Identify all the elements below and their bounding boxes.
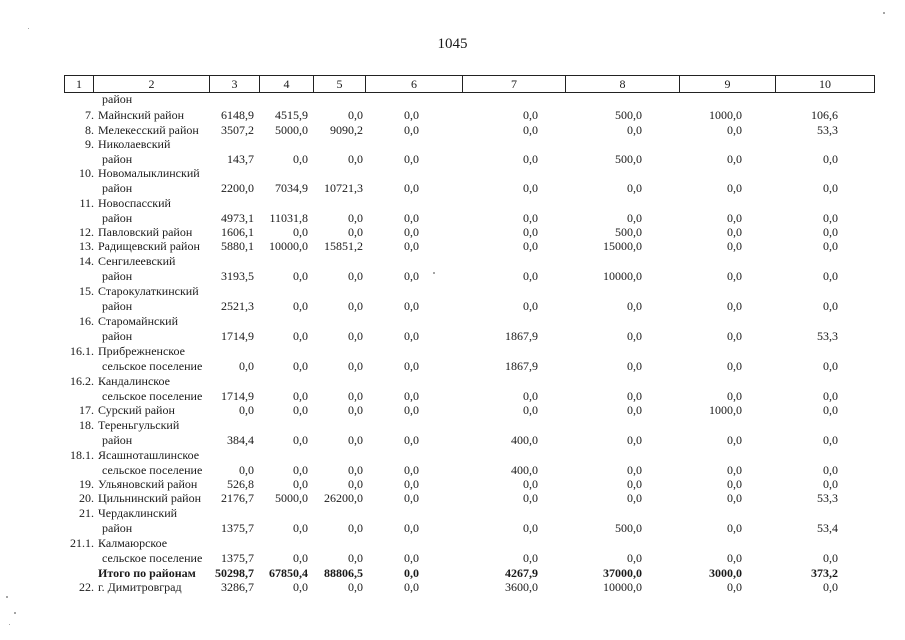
row-name: г. Димитровград bbox=[98, 580, 182, 594]
cell-col-5: 9090,2 bbox=[330, 123, 363, 137]
cell-col-10: 0,0 bbox=[823, 211, 838, 225]
row-name: Тереньгульский bbox=[98, 418, 180, 432]
cell-col-9: 1000,0 bbox=[709, 108, 742, 122]
row-number: 17. bbox=[79, 403, 94, 417]
cell-col-9: 0,0 bbox=[727, 211, 742, 225]
cell-col-9: 0,0 bbox=[727, 433, 742, 447]
cell-col-7: 0,0 bbox=[523, 181, 538, 195]
cell-col-4: 0,0 bbox=[293, 551, 308, 565]
column-header-6: 6 bbox=[366, 76, 463, 92]
cell-col-10: 106,6 bbox=[811, 108, 838, 122]
cell-col-6: 0,0 bbox=[404, 181, 419, 195]
page-number: 1045 bbox=[437, 36, 468, 52]
row-name: Цильнинский район bbox=[98, 491, 201, 505]
cell-col-6: 0,0 bbox=[404, 477, 419, 491]
cell-col-7: 1867,9 bbox=[505, 329, 538, 343]
cell-col-4: 0,0 bbox=[293, 433, 308, 447]
table-row bbox=[64, 299, 875, 313]
table-row bbox=[64, 123, 875, 137]
cell-col-8: 0,0 bbox=[627, 181, 642, 195]
table-row bbox=[64, 448, 875, 462]
cell-col-6: 0,0 bbox=[404, 108, 419, 122]
cell-col-3: 143,7 bbox=[227, 152, 254, 166]
cell-col-7: 400,0 bbox=[511, 463, 538, 477]
cell-col-3: 1375,7 bbox=[221, 521, 254, 535]
cell-col-3: 50298,7 bbox=[215, 566, 254, 580]
cell-col-10: 53,3 bbox=[817, 491, 838, 505]
row-name: район bbox=[102, 181, 133, 195]
table-row bbox=[64, 92, 875, 106]
cell-col-7: 0,0 bbox=[523, 477, 538, 491]
table-row bbox=[64, 329, 875, 343]
row-number: 20. bbox=[79, 491, 94, 505]
row-name: Майнский район bbox=[98, 108, 185, 122]
cell-col-3: 1606,1 bbox=[221, 225, 254, 239]
cell-col-9: 1000,0 bbox=[709, 403, 742, 417]
column-header-4: 4 bbox=[260, 76, 314, 92]
cell-col-8: 0,0 bbox=[627, 359, 642, 373]
row-name: сельское поселение bbox=[102, 359, 203, 373]
cell-col-10: 0,0 bbox=[823, 359, 838, 373]
table-row bbox=[64, 521, 875, 535]
cell-col-10: 0,0 bbox=[823, 403, 838, 417]
cell-col-6: 0,0 bbox=[404, 580, 419, 594]
table-row bbox=[64, 225, 875, 239]
cell-col-5: 0,0 bbox=[348, 433, 363, 447]
scan-speck bbox=[883, 12, 885, 14]
column-header-2: 2 bbox=[94, 76, 210, 92]
row-name: Ясашноташлинское bbox=[98, 448, 200, 462]
table-row bbox=[64, 536, 875, 550]
cell-col-5: 0,0 bbox=[348, 389, 363, 403]
cell-col-4: 0,0 bbox=[293, 580, 308, 594]
cell-col-4: 0,0 bbox=[293, 329, 308, 343]
cell-col-4: 0,0 bbox=[293, 521, 308, 535]
cell-col-10: 53,3 bbox=[817, 123, 838, 137]
cell-col-3: 1714,9 bbox=[221, 329, 254, 343]
cell-col-3: 4973,1 bbox=[221, 211, 254, 225]
cell-col-5: 0,0 bbox=[348, 551, 363, 565]
cell-col-9: 0,0 bbox=[727, 225, 742, 239]
cell-col-8: 0,0 bbox=[627, 299, 642, 313]
row-name: район bbox=[102, 521, 133, 535]
cell-col-7: 0,0 bbox=[523, 211, 538, 225]
cell-col-9: 0,0 bbox=[727, 551, 742, 565]
cell-col-7: 0,0 bbox=[523, 491, 538, 505]
cell-col-9: 0,0 bbox=[727, 269, 742, 283]
row-name: Сенгилеевский bbox=[98, 254, 176, 268]
row-number: 10. bbox=[79, 166, 94, 180]
cell-col-6: 0,0 bbox=[404, 433, 419, 447]
cell-col-8: 0,0 bbox=[627, 389, 642, 403]
table-row bbox=[64, 359, 875, 373]
cell-col-8: 10000,0 bbox=[603, 269, 642, 283]
cell-col-9: 0,0 bbox=[727, 580, 742, 594]
cell-col-6: 0,0 bbox=[404, 123, 419, 137]
table-row bbox=[64, 389, 875, 403]
cell-col-9: 0,0 bbox=[727, 389, 742, 403]
table-row bbox=[64, 314, 875, 328]
column-header-5: 5 bbox=[314, 76, 366, 92]
cell-col-6: 0,0 bbox=[404, 329, 419, 343]
row-name: Николаевский bbox=[98, 137, 171, 151]
cell-col-8: 0,0 bbox=[627, 329, 642, 343]
cell-col-9: 0,0 bbox=[727, 359, 742, 373]
cell-col-4: 0,0 bbox=[293, 225, 308, 239]
cell-col-5: 0,0 bbox=[348, 108, 363, 122]
table-row bbox=[64, 551, 875, 565]
cell-col-4: 7034,9 bbox=[275, 181, 308, 195]
cell-col-5: 0,0 bbox=[348, 477, 363, 491]
cell-col-8: 0,0 bbox=[627, 477, 642, 491]
row-name: район bbox=[102, 92, 133, 106]
cell-col-5: 0,0 bbox=[348, 211, 363, 225]
cell-col-5: 0,0 bbox=[348, 463, 363, 477]
cell-col-9: 0,0 bbox=[727, 521, 742, 535]
table-row bbox=[64, 374, 875, 388]
cell-col-3: 3286,7 bbox=[221, 580, 254, 594]
row-name: район bbox=[102, 433, 133, 447]
cell-col-8: 0,0 bbox=[627, 433, 642, 447]
cell-col-9: 0,0 bbox=[727, 477, 742, 491]
table-row bbox=[64, 181, 875, 195]
column-header-7: 7 bbox=[463, 76, 566, 92]
row-name: Итого по районам bbox=[98, 566, 196, 580]
scan-speck bbox=[14, 612, 16, 614]
cell-col-4: 4515,9 bbox=[275, 108, 308, 122]
row-number: 8. bbox=[85, 123, 94, 137]
row-number: 14. bbox=[79, 254, 94, 268]
column-header-3: 3 bbox=[210, 76, 260, 92]
table-row bbox=[64, 491, 875, 505]
row-number: 22. bbox=[79, 580, 94, 594]
cell-col-8: 0,0 bbox=[627, 491, 642, 505]
cell-col-10: 53,4 bbox=[817, 521, 838, 535]
row-name: сельское поселение bbox=[102, 551, 203, 565]
table-row bbox=[64, 433, 875, 447]
cell-col-4: 0,0 bbox=[293, 477, 308, 491]
table-row bbox=[64, 196, 875, 210]
cell-col-6: 0,0 bbox=[404, 491, 419, 505]
table-row bbox=[64, 239, 875, 253]
scan-speck bbox=[433, 272, 435, 274]
row-number: 16.1. bbox=[70, 344, 94, 358]
table-row bbox=[64, 418, 875, 432]
cell-col-4: 0,0 bbox=[293, 269, 308, 283]
column-header-1: 1 bbox=[65, 76, 94, 92]
scan-speck bbox=[9, 624, 10, 625]
cell-col-7: 400,0 bbox=[511, 433, 538, 447]
cell-col-8: 15000,0 bbox=[603, 239, 642, 253]
table-row bbox=[64, 166, 875, 180]
cell-col-8: 500,0 bbox=[615, 225, 642, 239]
table-row bbox=[64, 580, 875, 594]
cell-col-4: 0,0 bbox=[293, 403, 308, 417]
table-header-row bbox=[64, 75, 875, 93]
column-header-8: 8 bbox=[566, 76, 680, 92]
row-name: Ульяновский район bbox=[98, 477, 198, 491]
cell-col-6: 0,0 bbox=[404, 521, 419, 535]
row-number: 11. bbox=[79, 196, 94, 210]
cell-col-4: 67850,4 bbox=[269, 566, 308, 580]
cell-col-3: 2521,3 bbox=[221, 299, 254, 313]
cell-col-9: 0,0 bbox=[727, 239, 742, 253]
cell-col-5: 0,0 bbox=[348, 329, 363, 343]
cell-col-6: 0,0 bbox=[404, 359, 419, 373]
row-name: Чердаклинский bbox=[98, 506, 178, 520]
row-number: 21. bbox=[79, 506, 94, 520]
row-name: район bbox=[102, 269, 133, 283]
cell-col-10: 0,0 bbox=[823, 389, 838, 403]
cell-col-6: 0,0 bbox=[404, 225, 419, 239]
cell-col-8: 0,0 bbox=[627, 123, 642, 137]
row-name: сельское поселение bbox=[102, 463, 203, 477]
cell-col-3: 0,0 bbox=[239, 359, 254, 373]
cell-col-6: 0,0 bbox=[404, 403, 419, 417]
cell-col-10: 0,0 bbox=[823, 299, 838, 313]
cell-col-3: 384,4 bbox=[227, 433, 254, 447]
cell-col-5: 10721,3 bbox=[324, 181, 363, 195]
row-name: Мелекесский район bbox=[98, 123, 199, 137]
cell-col-6: 0,0 bbox=[404, 269, 419, 283]
row-name: Сурский район bbox=[98, 403, 175, 417]
cell-col-3: 0,0 bbox=[239, 403, 254, 417]
cell-col-8: 500,0 bbox=[615, 152, 642, 166]
cell-col-3: 2176,7 bbox=[221, 491, 254, 505]
cell-col-6: 0,0 bbox=[404, 566, 419, 580]
cell-col-10: 0,0 bbox=[823, 152, 838, 166]
row-name: Калмаюрское bbox=[98, 536, 168, 550]
cell-col-6: 0,0 bbox=[404, 299, 419, 313]
table-total-row bbox=[64, 566, 875, 580]
cell-col-10: 53,3 bbox=[817, 329, 838, 343]
cell-col-6: 0,0 bbox=[404, 463, 419, 477]
cell-col-9: 0,0 bbox=[727, 181, 742, 195]
row-name: район bbox=[102, 211, 133, 225]
cell-col-8: 37000,0 bbox=[603, 566, 642, 580]
row-number: 19. bbox=[79, 477, 94, 491]
row-name: Старокулаткинский bbox=[98, 284, 199, 298]
table-row bbox=[64, 506, 875, 520]
cell-col-7: 0,0 bbox=[523, 403, 538, 417]
cell-col-10: 0,0 bbox=[823, 551, 838, 565]
row-number: 9. bbox=[85, 137, 94, 151]
column-header-10: 10 bbox=[819, 77, 831, 91]
cell-col-3: 6148,9 bbox=[221, 108, 254, 122]
row-number: 16. bbox=[79, 314, 94, 328]
cell-col-3: 3193,5 bbox=[221, 269, 254, 283]
row-name: Новоспасский bbox=[98, 196, 171, 210]
row-name: район bbox=[102, 299, 133, 313]
row-number: 18. bbox=[79, 418, 94, 432]
cell-col-7: 0,0 bbox=[523, 269, 538, 283]
row-name: район bbox=[102, 152, 133, 166]
row-number: 15. bbox=[79, 284, 94, 298]
row-number: 7. bbox=[85, 108, 94, 122]
cell-col-4: 11031,8 bbox=[269, 211, 308, 225]
cell-col-8: 0,0 bbox=[627, 403, 642, 417]
column-header-9: 9 bbox=[680, 76, 776, 92]
cell-col-10: 0,0 bbox=[823, 239, 838, 253]
scan-speck bbox=[6, 596, 8, 598]
table-row bbox=[64, 269, 875, 283]
cell-col-4: 5000,0 bbox=[275, 491, 308, 505]
cell-col-8: 500,0 bbox=[615, 108, 642, 122]
cell-col-3: 0,0 bbox=[239, 463, 254, 477]
row-name: сельское поселение bbox=[102, 389, 203, 403]
cell-col-5: 0,0 bbox=[348, 225, 363, 239]
row-name: Новомалыклинский bbox=[98, 166, 200, 180]
cell-col-9: 0,0 bbox=[727, 299, 742, 313]
cell-col-8: 0,0 bbox=[627, 211, 642, 225]
cell-col-5: 0,0 bbox=[348, 299, 363, 313]
cell-col-7: 0,0 bbox=[523, 152, 538, 166]
cell-col-10: 0,0 bbox=[823, 580, 838, 594]
cell-col-3: 1714,9 bbox=[221, 389, 254, 403]
cell-col-5: 0,0 bbox=[348, 403, 363, 417]
cell-col-5: 88806,5 bbox=[324, 566, 363, 580]
row-name: Кандалинское bbox=[98, 374, 170, 388]
cell-col-9: 0,0 bbox=[727, 463, 742, 477]
cell-col-6: 0,0 bbox=[404, 389, 419, 403]
cell-col-7: 0,0 bbox=[523, 239, 538, 253]
cell-col-10: 373,2 bbox=[811, 566, 838, 580]
cell-col-3: 2200,0 bbox=[221, 181, 254, 195]
table-row bbox=[64, 254, 875, 268]
row-number: 18.1. bbox=[70, 448, 94, 462]
cell-col-9: 0,0 bbox=[727, 152, 742, 166]
cell-col-9: 3000,0 bbox=[709, 566, 742, 580]
cell-col-5: 15851,2 bbox=[324, 239, 363, 253]
cell-col-7: 0,0 bbox=[523, 389, 538, 403]
cell-col-4: 0,0 bbox=[293, 359, 308, 373]
table-row bbox=[64, 344, 875, 358]
cell-col-5: 0,0 bbox=[348, 580, 363, 594]
cell-col-7: 0,0 bbox=[523, 123, 538, 137]
cell-col-5: 0,0 bbox=[348, 521, 363, 535]
table-row bbox=[64, 463, 875, 477]
cell-col-6: 0,0 bbox=[404, 239, 419, 253]
table-row bbox=[64, 403, 875, 417]
cell-col-5: 0,0 bbox=[348, 269, 363, 283]
row-name: Прибрежненское bbox=[98, 344, 185, 358]
row-name: Радищевский район bbox=[98, 239, 200, 253]
cell-col-7: 0,0 bbox=[523, 521, 538, 535]
cell-col-4: 5000,0 bbox=[275, 123, 308, 137]
cell-col-3: 1375,7 bbox=[221, 551, 254, 565]
scan-speck bbox=[28, 28, 29, 29]
table-row bbox=[64, 137, 875, 151]
cell-col-8: 500,0 bbox=[615, 521, 642, 535]
cell-col-3: 5880,1 bbox=[221, 239, 254, 253]
cell-col-4: 0,0 bbox=[293, 299, 308, 313]
table-row bbox=[64, 152, 875, 166]
cell-col-4: 0,0 bbox=[293, 463, 308, 477]
row-number: 21.1. bbox=[70, 536, 94, 550]
cell-col-9: 0,0 bbox=[727, 123, 742, 137]
row-name: Павловский район bbox=[98, 225, 193, 239]
cell-col-7: 0,0 bbox=[523, 299, 538, 313]
cell-col-10: 0,0 bbox=[823, 225, 838, 239]
row-number: 13. bbox=[79, 239, 94, 253]
row-number: 12. bbox=[79, 225, 94, 239]
cell-col-6: 0,0 bbox=[404, 551, 419, 565]
cell-col-4: 0,0 bbox=[293, 152, 308, 166]
cell-col-7: 0,0 bbox=[523, 551, 538, 565]
cell-col-8: 0,0 bbox=[627, 463, 642, 477]
cell-col-8: 0,0 bbox=[627, 551, 642, 565]
table-row bbox=[64, 477, 875, 491]
cell-col-7: 0,0 bbox=[523, 225, 538, 239]
cell-col-10: 0,0 bbox=[823, 463, 838, 477]
cell-col-10: 0,0 bbox=[823, 477, 838, 491]
table-row bbox=[64, 108, 875, 122]
cell-col-10: 0,0 bbox=[823, 433, 838, 447]
cell-col-6: 0,0 bbox=[404, 211, 419, 225]
row-number: 16.2. bbox=[70, 374, 94, 388]
cell-col-5: 0,0 bbox=[348, 359, 363, 373]
cell-col-10: 0,0 bbox=[823, 269, 838, 283]
cell-col-7: 4267,9 bbox=[505, 566, 538, 580]
cell-col-9: 0,0 bbox=[727, 329, 742, 343]
cell-col-5: 26200,0 bbox=[324, 491, 363, 505]
cell-col-7: 1867,9 bbox=[505, 359, 538, 373]
cell-col-7: 3600,0 bbox=[505, 580, 538, 594]
table-row bbox=[64, 284, 875, 298]
cell-col-7: 0,0 bbox=[523, 108, 538, 122]
cell-col-3: 3507,2 bbox=[221, 123, 254, 137]
cell-col-6: 0,0 bbox=[404, 152, 419, 166]
row-name: Старомайнский bbox=[98, 314, 179, 328]
cell-col-4: 0,0 bbox=[293, 389, 308, 403]
table-row bbox=[64, 211, 875, 225]
row-name: район bbox=[102, 329, 133, 343]
cell-col-10: 0,0 bbox=[823, 181, 838, 195]
cell-col-5: 0,0 bbox=[348, 152, 363, 166]
cell-col-9: 0,0 bbox=[727, 491, 742, 505]
cell-col-8: 10000,0 bbox=[603, 580, 642, 594]
cell-col-3: 526,8 bbox=[227, 477, 254, 491]
cell-col-4: 10000,0 bbox=[269, 239, 308, 253]
